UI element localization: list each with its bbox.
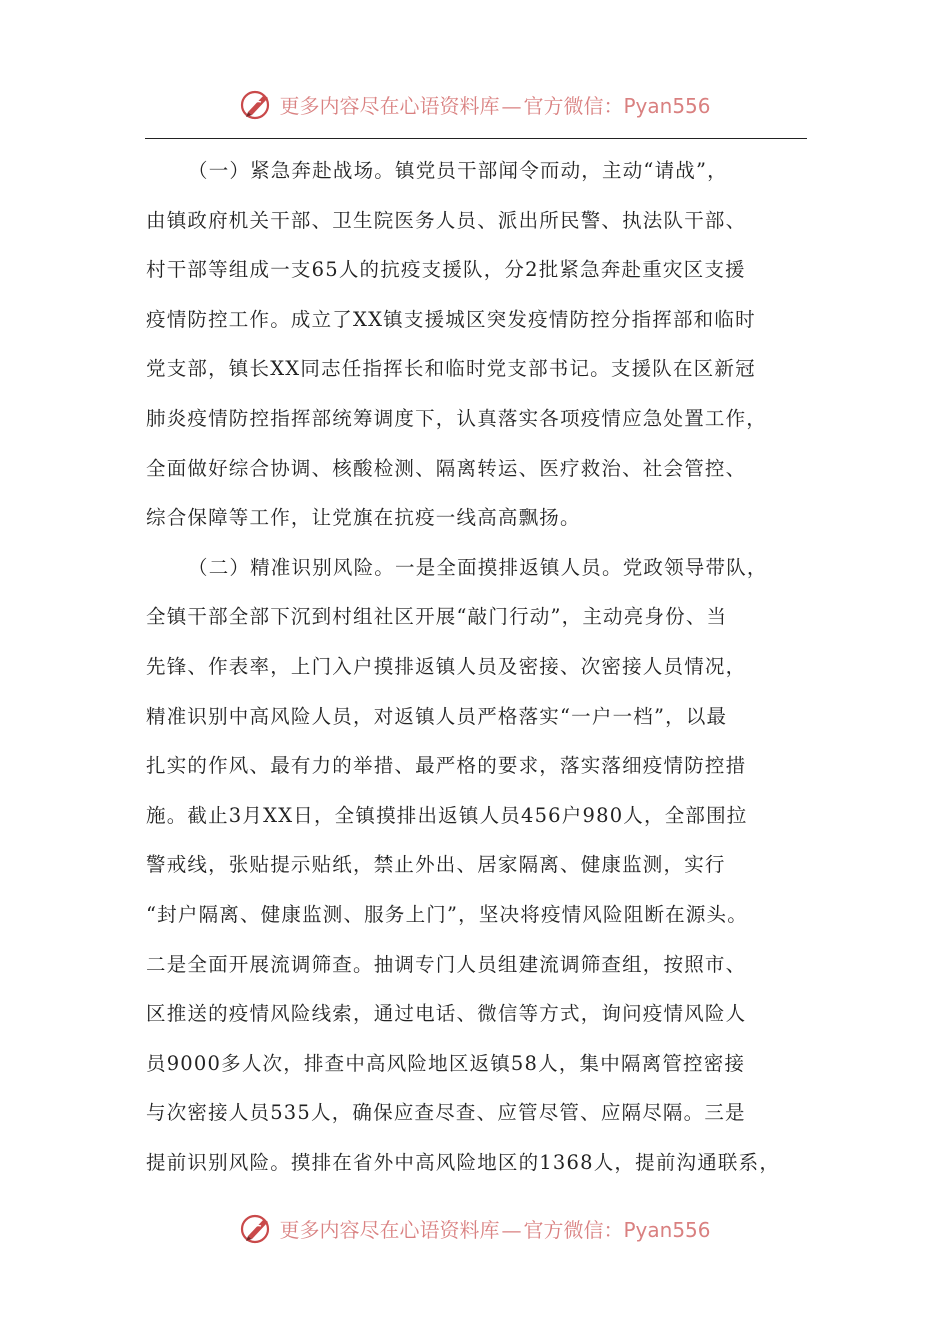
footer-site-text: 更多内容尽在心语资料库 [279, 1217, 500, 1242]
header-wechat-label: 官方微信： [523, 93, 624, 118]
paragraph-line: 全面做好综合协调、核酸检测、隔离转运、医疗救治、社会管控、 [146, 456, 747, 480]
paragraph-line: 与次密接人员535人，确保应查尽查、应管尽管、应隔尽隔。三是 [146, 1101, 746, 1125]
paragraph-line: 警戒线，张贴提示贴纸，禁止外出、居家隔离、健康监测，实行 [146, 853, 726, 877]
header-separator: — [501, 93, 522, 118]
paragraph-line: 疫情防控工作。成立了XX镇支援城区突发疫情防控分指挥部和临时 [146, 307, 756, 331]
header-wechat-id: Pyan556 [623, 93, 711, 118]
paragraph-line: 二是全面开展流调筛查。抽调专门人员组建流调筛查组，按照市、 [146, 952, 747, 976]
paragraph-line: （二）精准识别风险。一是全面摸排返镇人员。党政领导带队， [188, 555, 768, 579]
paragraph-line: 全镇干部全部下沉到村组社区开展“敲门行动”，主动亮身份、当 [146, 605, 728, 629]
paragraph-line: 先锋、作表率，上门入户摸排返镇人员及密接、次密接人员情况， [146, 654, 747, 678]
document-body [146, 146, 826, 1187]
header-site-text: 更多内容尽在心语资料库 [279, 93, 500, 118]
footer-separator: — [501, 1217, 522, 1242]
paragraph-line: 施。截止3月XX日，全镇摸排出返镇人员456户980人，全部围拉 [146, 803, 748, 827]
header-banner [0, 84, 950, 124]
paragraph-line: “封户隔离、健康监测、服务上门”，坚决将疫情风险阻断在源头。 [146, 902, 748, 926]
paragraph-line: 肺炎疫情防控指挥部统筹调度下，认真落实各项疫情应急处置工作， [146, 406, 768, 430]
paragraph-line: 扎实的作风、最有力的举措、最严格的要求，落实落细疫情防控措 [146, 754, 747, 778]
pen-logo-icon [239, 86, 275, 122]
paragraph-line: 村干部等组成一支65人的抗疫支援队，分2批紧急奔赴重灾区支援 [146, 258, 746, 282]
paragraph-line: 综合保障等工作，让党旗在抗疫一线高高飘扬。 [146, 506, 581, 530]
paragraph-line: 提前识别风险。摸排在省外中高风险地区的1368人，提前沟通联系， [146, 1150, 781, 1174]
header-divider [145, 138, 807, 139]
paragraph-line: 精准识别中高风险人员，对返镇人员严格落实“一户一档”，以最 [146, 704, 728, 728]
paragraph-line: 由镇政府机关干部、卫生院医务人员、派出所民警、执法队干部、 [146, 208, 747, 232]
footer-wechat-label: 官方微信： [523, 1217, 624, 1242]
paragraph-line: 党支部，镇长XX同志任指挥长和临时党支部书记。支援队在区新冠 [146, 357, 756, 381]
paragraph-line: 员9000多人次，排查中高风险地区返镇58人，集中隔离管控密接 [146, 1051, 746, 1075]
footer-text [279, 1214, 710, 1243]
paragraph-line: 区推送的疫情风险线索，通过电话、微信等方式，询问疫情风险人 [146, 1002, 747, 1026]
pen-logo-icon [239, 1210, 275, 1246]
header-text [279, 90, 710, 119]
paragraph-line: （一）紧急奔赴战场。镇党员干部闻令而动，主动“请战”， [188, 159, 728, 182]
footer-wechat-id: Pyan556 [623, 1217, 711, 1242]
footer-banner [0, 1208, 950, 1248]
